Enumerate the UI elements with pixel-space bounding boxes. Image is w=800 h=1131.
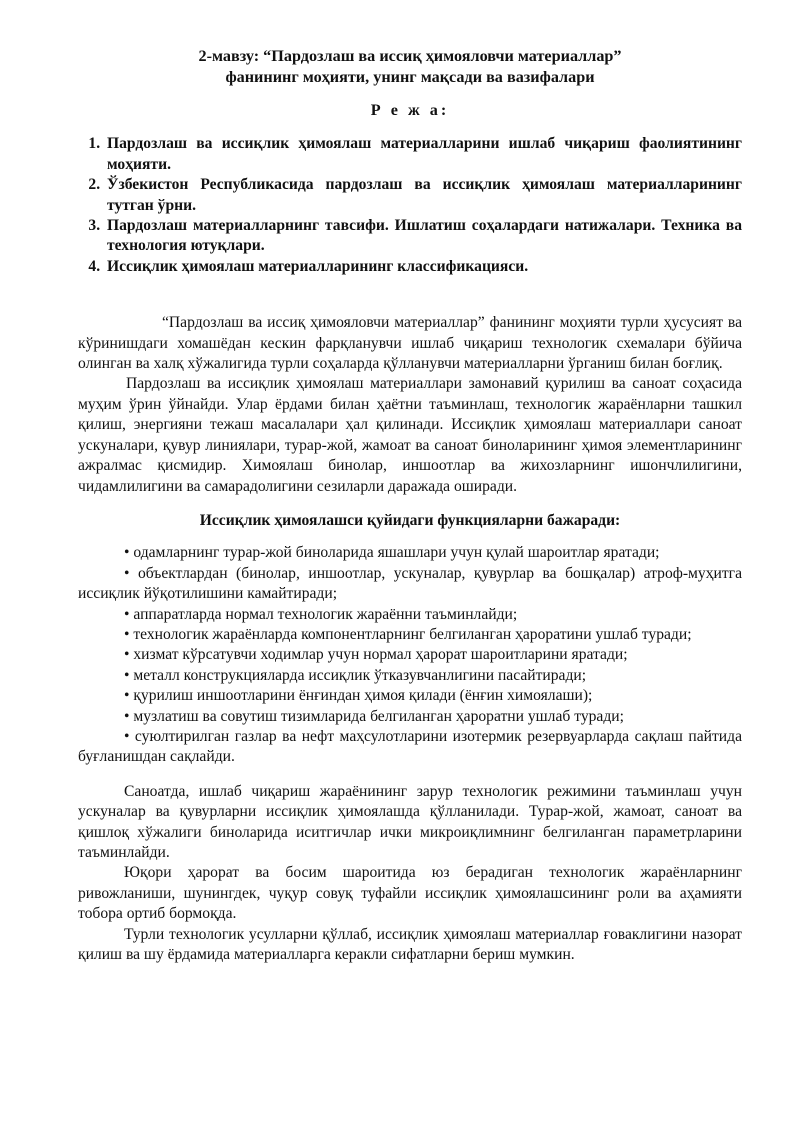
plan-item: 1. Пардозлаш ва иссиқлик ҳимоялаш материалларини ишлаб чиқариш фаолиятининг моҳияти. (104, 134, 742, 175)
functions-heading: Иссиқлик ҳимоялашси қуйидаги функцияларни бажаради: (199, 511, 621, 529)
function-item: • музлатиш ва совутиш тизимларида белгиланган ҳароратни ушлаб туради; (124, 707, 624, 725)
function-item: • технологик жараёнларда компонентларнинг белгиланган ҳароратини ушлаб туради; (124, 625, 692, 643)
plan-list (78, 134, 742, 277)
plan-heading: Р е ж а: (370, 101, 450, 119)
function-item: • қурилиш иншоотларини ёнғиндан ҳимоя қилади (ёнғин химоялаши); (124, 687, 593, 705)
plan-item: 3. Пардозлаш материалларнинг тавсифи. Ишлатиш соҳалардаги натижалари. Техника ва технология ютуқлари. (104, 216, 742, 257)
function-item: • объектлардан (бинолар, иншоотлар, ускуналар, қувурлар ва бошқалар) атроф-муҳитга иссиқлик йўқотилишини камайтиради; (78, 564, 742, 603)
closing-paragraph: Саноатда, ишлаб чиқариш жараёнининг зарур технологик режимини таъминлаш учун ускуналар ва қувурларни иссиқлик ҳимоялашда қўлланилади. Турар-жой, жамоат, саноат ва қишлоқ хўжалиги биноларида иситгичлар ички микроиқлимнинг белгиланган параметрларини таъминлайди. (78, 782, 742, 861)
function-item: • суюлтирилган газлар ва нефт маҳсулотларини изотермик резервуарларда сақлаш пайтида буғланишдан сақлайди. (78, 727, 742, 766)
document-title (78, 46, 742, 88)
closing-paragraph: Турли технологик усулларни қўллаб, иссиқлик ҳимоялаш материаллар ғоваклигини назорат қилиш ва шу ёрдамида материалларга керакли сифатларни бериш мумкин. (78, 925, 742, 964)
body-paragraph: Пардозлаш ва иссиқлик ҳимоялаш материаллари замонавий қурилиш ва саноат соҳасида муҳим ўрин ўйнайди. Улар ёрдами билан ҳаётни таъминлаш, технологик жараёнларни ташкил қилиш, энергияни тежаш масалалари ҳал қилинади. Иссиқлик ҳимоялаш материаллари саноат ускуналари, қувур линиялари, турар-жой, жамоат ва саноат биноларининг ҳимоя элементларининг ажралмас қисмидир. Химоялаш бинолар, иншоотлар ва жихозларнинг ишончлилигини, чидамлилигини ва самарадолигини сезиларли даражада оширади. (78, 375, 742, 495)
title-line-2: фанининг моҳияти, унинг мақсади ва вазифалари (225, 68, 595, 86)
function-item: • аппаратларда нормал технологик жараённи таъминлайди; (124, 605, 518, 623)
function-item: • хизмат кўрсатувчи ходимлар учун нормал ҳарорат шароитларини яратади; (124, 646, 628, 664)
plan-item: 2. Ўзбекистон Республикасида пардозлаш ва иссиқлик ҳимоялаш материалларининг тутган ўрни. (104, 175, 742, 216)
plan-item: 4. Иссиқлик ҳимоялаш материалларининг классификацияси. (104, 257, 742, 277)
closing-paragraph: Юқори ҳарорат ва босим шароитида юз берадиган технологик жараёнларнинг ривожланиши, шунингдек, чуқур совуқ туфайли иссиқлик ҳимоялашсининг роли ва аҳамияти тобора ортиб бормоқда. (78, 864, 742, 923)
functions-list (78, 543, 742, 767)
intro-paragraph: “Пардозлаш ва иссиқ ҳимояловчи материаллар” фанининг моҳияти турли ҳусусият ва кўринишдаги хомашёдан кескин фарқланувчи ишлаб чиқариш технологик схемалари бўйича олинган ва халқ хўжалигида турли соҳаларда қўлланувчи материалларни ўрганиш билан боғлиқ. (78, 314, 742, 373)
function-item: • металл конструкцияларда иссиқлик ўтказувчанлигини пасайтиради; (124, 666, 587, 684)
function-item: • одамларнинг турар-жой биноларида яшашлари учун қулай шароитлар яратади; (124, 544, 660, 562)
title-line-1: 2-мавзу: “Пардозлаш ва иссиқ ҳимояловчи материаллар” (198, 47, 622, 65)
